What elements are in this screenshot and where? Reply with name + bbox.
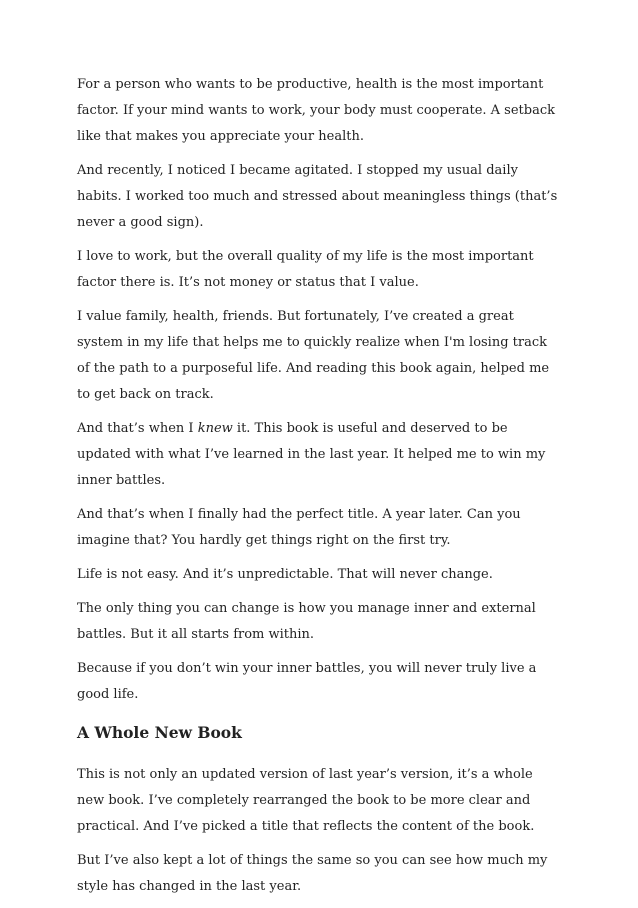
paragraph: I love to work, but the overall quality of my life is the most important factor there is. It’s not money or status that I value. (77, 249, 534, 290)
document-page (77, 72, 563, 908)
paragraph: I value family, health, friends. But fortunately, I’ve created a great system in my life that helps me to quickly realize when I'm losing track of the path to a purposeful life. And reading this book again, helped me to get back on track. (77, 309, 550, 402)
paragraph: For a person who wants to be productive, health is the most important factor. If your mind wants to work, your body must cooperate. A setback like that makes you appreciate your health. (77, 77, 555, 144)
paragraph-knew (77, 416, 563, 494)
paragraph: But I’ve also kept a lot of things the same so you can see how much my style has changed in the last year. (77, 853, 548, 894)
emphasis-knew: knew (197, 421, 233, 436)
paragraph: The only thing you can change is how you manage inner and external battles. But it all starts from within. (77, 601, 536, 642)
paragraph: And that’s when I finally had the perfect title. A year later. Can you imagine that? You hardly get things right on the first try. (77, 507, 521, 548)
paragraph: Life is not easy. And it’s unpredictable. That will never change. (77, 567, 493, 582)
paragraph-text: And that’s when I (77, 421, 198, 436)
paragraph-text: it. This book is useful and deserved to be updated with what I’ve learned in the last year. It helped me to win my inner battles. (77, 421, 546, 488)
paragraph: Because if you don’t win your inner battles, you will never truly live a good life. (77, 661, 537, 702)
paragraph: And recently, I noticed I became agitated. I stopped my usual daily habits. I worked too much and stressed about meaningless things (that’s never a good sign). (77, 163, 558, 230)
section-heading: A Whole New Book (77, 723, 242, 742)
paragraph: This is not only an updated version of last year’s version, it’s a whole new book. I’ve completely rearranged the book to be more clear and practical. And I’ve picked a title that reflects the content of the book. (77, 767, 535, 834)
